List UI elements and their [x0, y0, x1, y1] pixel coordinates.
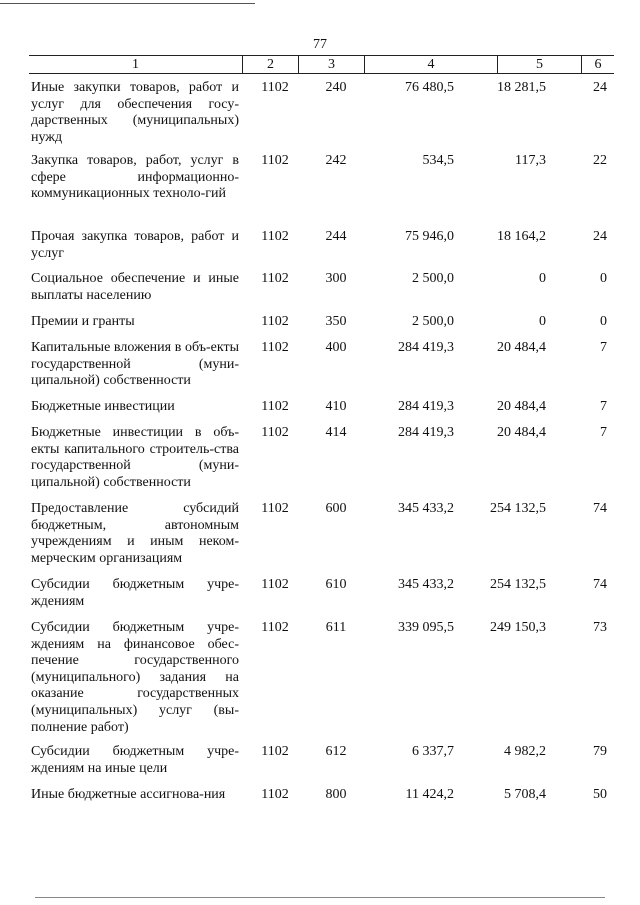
row-actual: 249 150,3 [490, 620, 546, 635]
bottom-rule [35, 897, 605, 898]
header-col-2: 2 [242, 56, 298, 73]
row-expense-type: 612 [325, 744, 347, 759]
row-name: Предоставление субсидий бюджетным, автономным учреждениям и иным неком-мерческим организациям [31, 501, 239, 566]
header-col-6: 6 [581, 56, 614, 73]
row-actual: 20 484,4 [497, 340, 546, 355]
row-name: Субсидии бюджетным учре-ждениям [31, 577, 239, 609]
row-section: 1102 [261, 425, 289, 440]
row-section: 1102 [261, 314, 289, 329]
row-plan: 75 946,0 [405, 229, 454, 244]
row-plan: 345 433,2 [398, 577, 454, 592]
row-plan: 534,5 [422, 153, 454, 168]
page-number: 77 [313, 37, 327, 52]
header-col-3: 3 [298, 56, 364, 73]
row-plan: 2 500,0 [412, 314, 454, 329]
row-name: Иные закупки товаров, работ и услуг для обеспечения госу-дарственных (муниципальных) нужд [31, 80, 239, 145]
row-actual: 254 132,5 [490, 577, 546, 592]
header-col-4: 4 [364, 56, 497, 73]
row-name: Премии и гранты [31, 314, 135, 329]
row-expense-type: 610 [325, 577, 347, 592]
row-actual: 0 [539, 271, 546, 286]
row-plan: 284 419,3 [398, 425, 454, 440]
row-section: 1102 [261, 577, 289, 592]
row-expense-type: 242 [325, 153, 347, 168]
row-section: 1102 [261, 80, 289, 95]
row-expense-type: 800 [325, 787, 347, 802]
row-name: Бюджетные инвестиции в объ-екты капитального строитель-ства государственной (муни-ципальной) собственности [31, 425, 239, 490]
row-expense-type: 414 [325, 425, 347, 440]
row-plan: 345 433,2 [398, 501, 454, 516]
row-name: Прочая закупка товаров, работ и услуг [31, 229, 239, 261]
row-actual: 20 484,4 [497, 425, 546, 440]
row-expense-type: 244 [325, 229, 347, 244]
row-actual: 254 132,5 [490, 501, 546, 516]
row-section: 1102 [261, 340, 289, 355]
row-percent: 0 [600, 314, 607, 329]
row-percent: 24 [593, 229, 607, 244]
row-plan: 11 424,2 [405, 787, 454, 802]
row-plan: 6 337,7 [412, 744, 454, 759]
row-actual: 117,3 [515, 153, 546, 168]
row-percent: 7 [600, 340, 607, 355]
row-actual: 5 708,4 [504, 787, 546, 802]
row-name: Закупка товаров, работ, услуг в сфере информационно-коммуникационных техноло-гий [31, 153, 239, 202]
row-percent: 74 [593, 577, 607, 592]
row-name: Бюджетные инвестиции [31, 399, 175, 414]
row-plan: 76 480,5 [405, 80, 454, 95]
row-percent: 79 [593, 744, 607, 759]
row-percent: 0 [600, 271, 607, 286]
row-name: Иные бюджетные ассигнова-ния [31, 787, 226, 802]
row-percent: 50 [593, 787, 607, 802]
row-percent: 74 [593, 501, 607, 516]
row-expense-type: 611 [325, 620, 347, 635]
budget-table [29, 55, 614, 802]
row-expense-type: 350 [325, 314, 347, 329]
row-expense-type: 400 [325, 340, 347, 355]
row-section: 1102 [261, 620, 289, 635]
row-percent: 22 [593, 153, 607, 168]
row-plan: 284 419,3 [398, 399, 454, 414]
row-actual: 20 484,4 [497, 399, 546, 414]
row-section: 1102 [261, 744, 289, 759]
header-col-5: 5 [497, 56, 581, 73]
row-percent: 7 [600, 399, 607, 414]
row-percent: 73 [593, 620, 607, 635]
row-percent: 7 [600, 425, 607, 440]
row-section: 1102 [261, 787, 289, 802]
row-section: 1102 [261, 271, 289, 286]
row-section: 1102 [261, 501, 289, 516]
row-name: Социальное обеспечение и иные выплаты населению [31, 271, 239, 303]
row-plan: 284 419,3 [398, 340, 454, 355]
row-actual: 18 281,5 [497, 80, 546, 95]
row-actual: 4 982,2 [504, 744, 546, 759]
row-expense-type: 240 [325, 80, 347, 95]
row-section: 1102 [261, 229, 289, 244]
row-plan: 339 095,5 [398, 620, 454, 635]
row-name: Субсидии бюджетным учре-ждениям на иные цели [31, 744, 239, 776]
top-rule [0, 3, 255, 4]
row-section: 1102 [261, 153, 289, 168]
row-name: Субсидии бюджетным учре-ждениям на финансовое обес-печение государственного (муниципального) задания на оказание государственных (муниципальных) услуг (вы-полнение работ) [31, 620, 239, 735]
table-header [29, 55, 614, 74]
row-actual: 18 164,2 [497, 229, 546, 244]
row-name: Капитальные вложения в объ-екты государственной (муни-ципальной) собственности [31, 340, 239, 389]
row-section: 1102 [261, 399, 289, 414]
row-percent: 24 [593, 80, 607, 95]
row-expense-type: 410 [325, 399, 347, 414]
row-plan: 2 500,0 [412, 271, 454, 286]
row-actual: 0 [539, 314, 546, 329]
header-col-1: 1 [132, 57, 139, 72]
row-expense-type: 600 [325, 501, 347, 516]
row-expense-type: 300 [325, 271, 347, 286]
